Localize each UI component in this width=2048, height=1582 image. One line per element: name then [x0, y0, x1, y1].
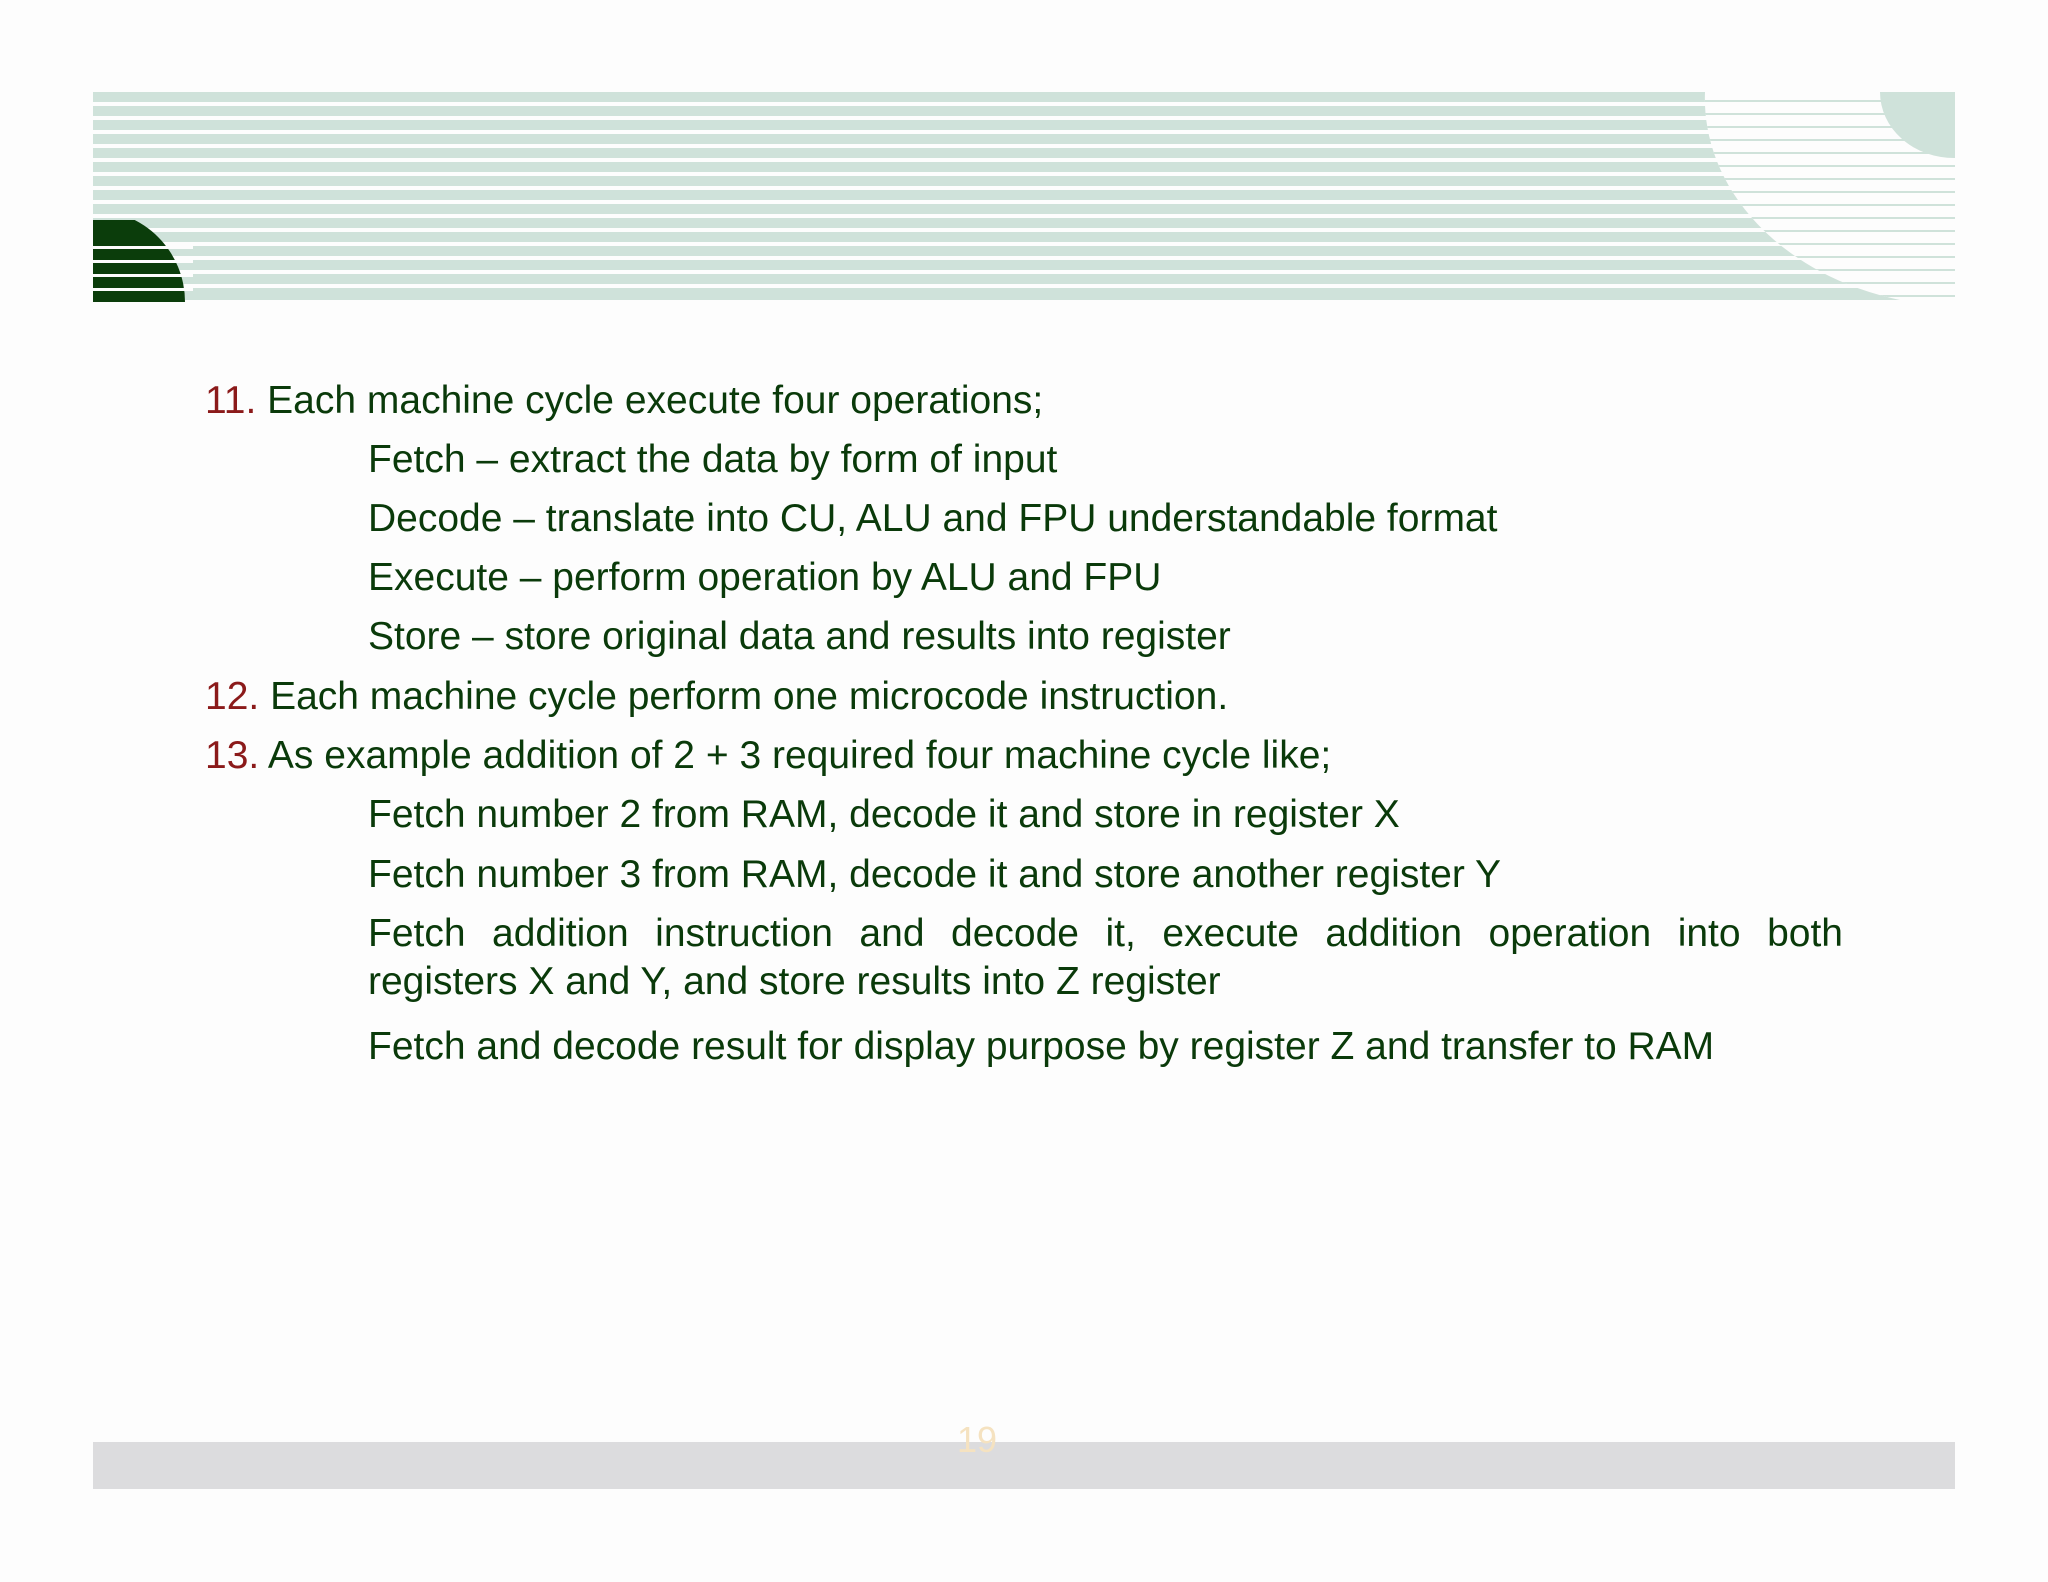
sub-item-decode: Decode – translate into CU, ALU and FPU understandable format: [368, 497, 1498, 540]
list-item-13: [205, 732, 1331, 780]
list-item-text: Each machine cycle perform one microcode instruction.: [270, 675, 1229, 718]
sub-item-fetch-result: Fetch and decode result for display purpose by register Z and transfer to RAM: [368, 1025, 1715, 1068]
list-item-12: [205, 673, 1228, 721]
list-item-text: As example addition of 2 + 3 required four machine cycle like;: [267, 734, 1332, 777]
list-item-11: [205, 377, 1043, 425]
sub-item-execute: Execute – perform operation by ALU and FPU: [368, 556, 1162, 599]
sub-item-fetch: Fetch – extract the data by form of input: [368, 438, 1058, 481]
sub-item-fetch-addition: Fetch addition instruction and decode it, execute addition operation into both registers X and Y, and store results into Z register: [368, 912, 1843, 1003]
sub-item-store: Store – store original data and results into register: [368, 615, 1231, 658]
footer-bar: [93, 1442, 1955, 1489]
list-number: 12.: [205, 675, 260, 718]
sub-item-fetch-2: Fetch number 2 from RAM, decode it and store in register X: [368, 793, 1400, 836]
page-number: 19: [956, 1419, 998, 1460]
list-number: 11.: [205, 379, 257, 422]
list-number: 13.: [205, 734, 260, 777]
list-item-text: Each machine cycle execute four operations;: [267, 379, 1044, 422]
sub-item-fetch-3: Fetch number 3 from RAM, decode it and store another register Y: [368, 853, 1501, 896]
